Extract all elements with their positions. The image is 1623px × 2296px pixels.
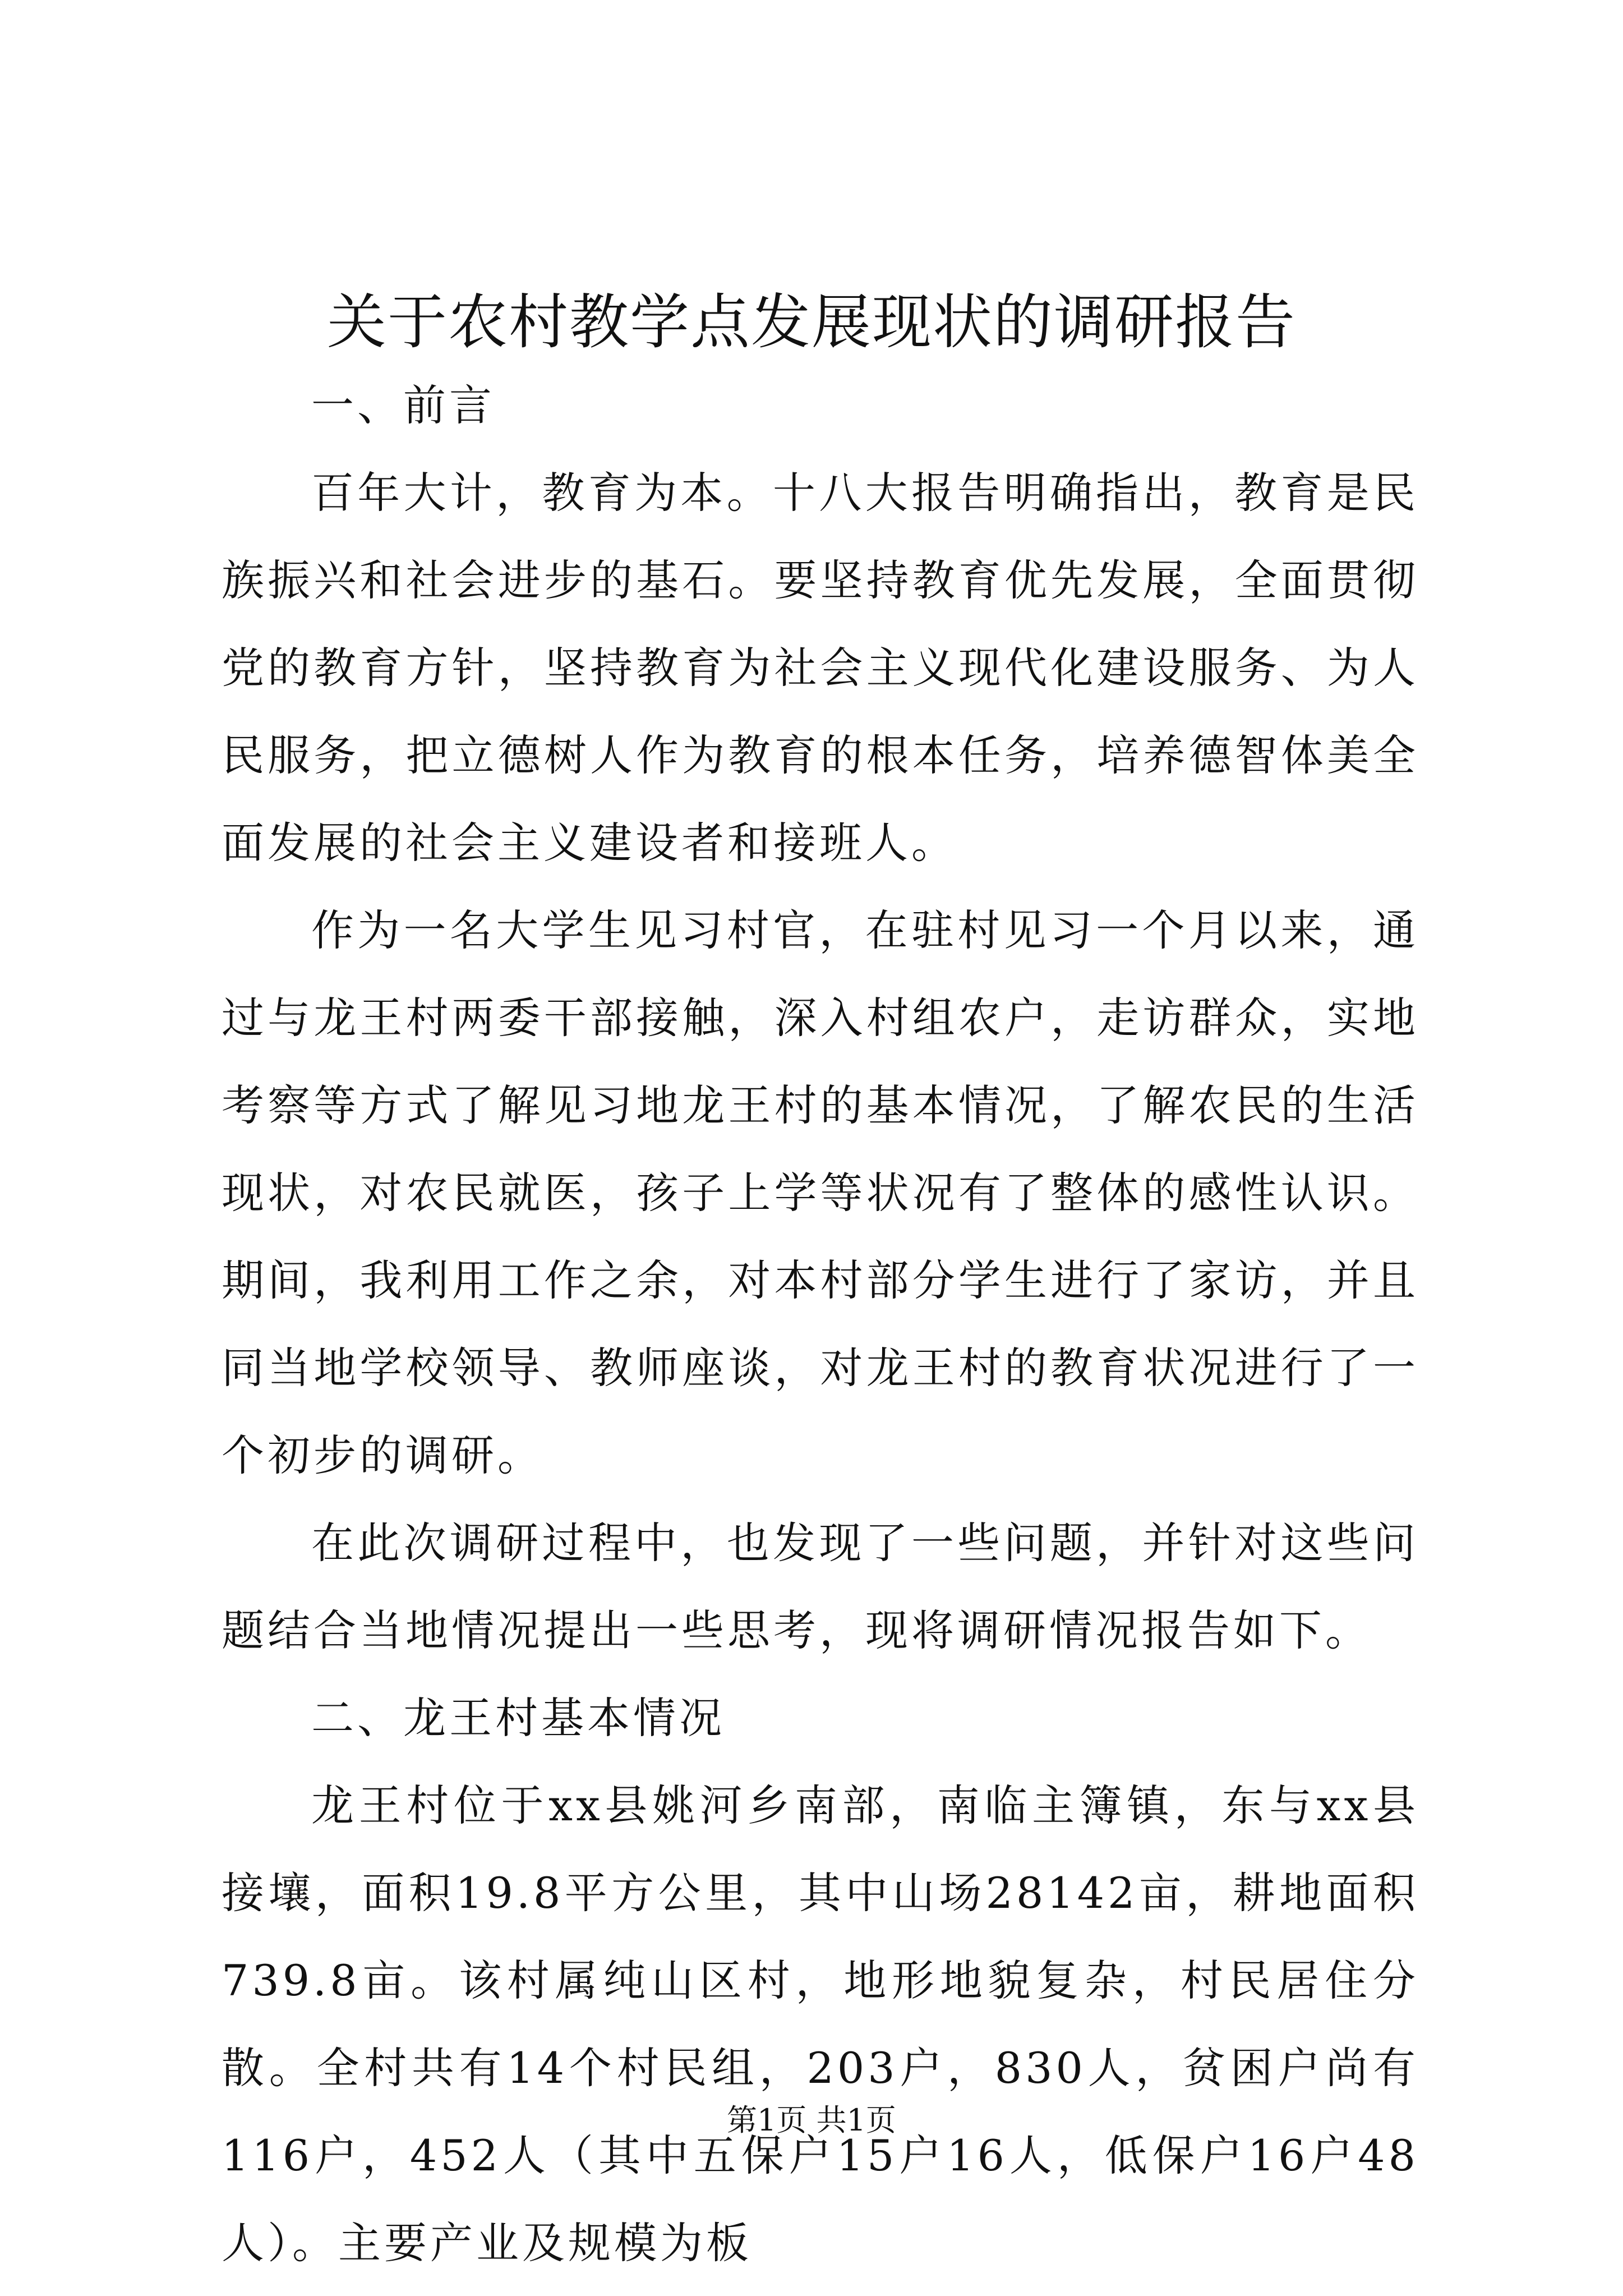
paragraph: 作为一名大学生见习村官，在驻村见习一个月以来，通过与龙王村两委干部接触，深入村组农户，走访群众，实地考察等方式了解见习地龙王村的基本情况，了解农民的生活现状，对农民就医，孩子上学等状况有了整体的感性认识。期间，我利用工作之余，对本村部分学生进行了家访，并且同当地学校领导、教师座谈，对龙王村的教育状况进行了一个初步的调研。 [222, 905, 1419, 1480]
section-heading: 一、前言 [311, 380, 495, 430]
document-title: 关于农村教学点发展现状的调研报告 [327, 288, 1296, 357]
page-footer: 第1页 共1页 [727, 2102, 896, 2138]
document-body [222, 362, 1419, 2287]
section-heading: 二、龙王村基本情况 [311, 1693, 725, 1743]
paragraph: 在此次调研过程中，也发现了一些问题，并针对这些问题结合当地情况提出一些思考，现将调研情况报告如下。 [222, 1518, 1419, 1655]
paragraph: 百年大计，教育为本。十八大报告明确指出，教育是民族振兴和社会进步的基石。要坚持教育优先发展，全面贯彻党的教育方针，坚持教育为社会主义现代化建设服务、为人民服务，把立德树人作为教育的根本任务，培养德智体美全面发展的社会主义建设者和接班人。 [222, 468, 1419, 868]
paragraph: 龙王村位于xx县姚河乡南部，南临主簿镇，东与xx县接壤，面积19.8平方公里，其中山场28142亩，耕地面积739.8亩。该村属纯山区村，地形地貌复杂，村民居住分散。全村共有14个村民组，203户，830人，贫困户尚有116户，452人（其中五保户15户16人，低保户16户48人）。主要产业及规模为板 [222, 1780, 1419, 2268]
